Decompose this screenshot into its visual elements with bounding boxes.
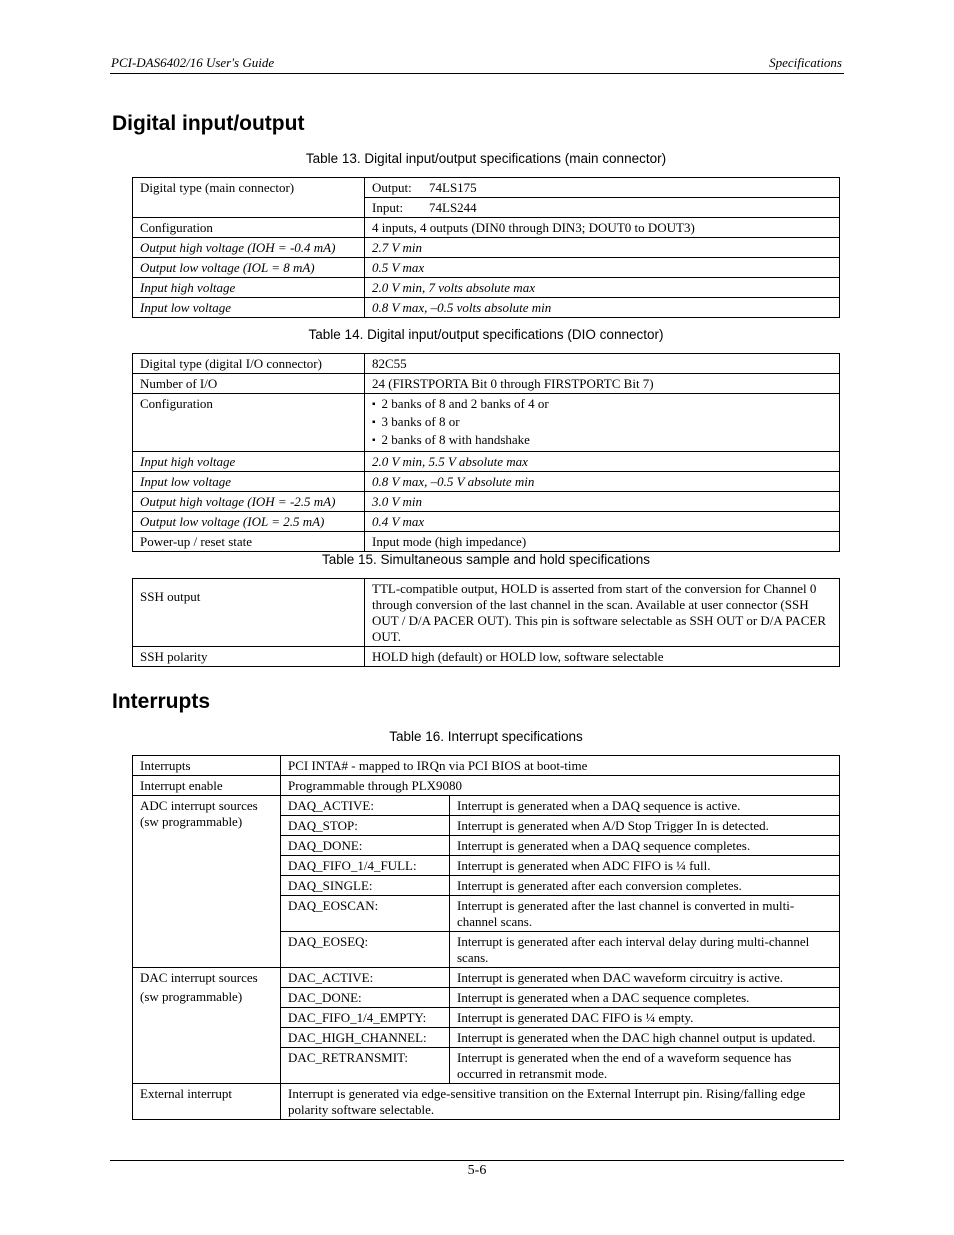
table-row — [133, 756, 840, 776]
output-label: Output: — [372, 180, 412, 195]
dac-sources-sublabel: (sw programmable) — [140, 989, 243, 1004]
table15 — [132, 578, 840, 667]
table-row — [133, 1084, 840, 1120]
table-cell: DAC_DONE: — [281, 988, 450, 1008]
running-header-title: PCI-DAS6402/16 User's Guide — [111, 55, 275, 70]
table-cell — [365, 198, 840, 218]
table-row — [133, 452, 840, 472]
table16-caption: Table 16. Interrupt specifications — [389, 729, 583, 744]
table-cell: Digital type (main connector) — [133, 178, 365, 218]
table-cell: 0.5 V max — [365, 258, 840, 278]
table-cell: 4 inputs, 4 outputs (DIN0 through DIN3; DOUT0 to DOUT3) — [365, 218, 840, 238]
table-cell: 2.7 V min — [365, 238, 840, 258]
table-cell: DAQ_STOP: — [281, 816, 450, 836]
table-row — [133, 374, 840, 394]
table-row — [133, 512, 840, 532]
input-chip: 74LS244 — [429, 200, 477, 215]
table-cell: Output low voltage (IOL = 2.5 mA) — [133, 512, 365, 532]
table-cell: Interrupt is generated DAC FIFO is ¼ empty. — [450, 1008, 840, 1028]
table-cell: 2.0 V min, 7 volts absolute max — [365, 278, 840, 298]
table-cell: Number of I/O — [133, 374, 365, 394]
table-cell: 24 (FIRSTPORTA Bit 0 through FIRSTPORTC Bit 7) — [365, 374, 840, 394]
table-cell: Interrupt is generated when A/D Stop Trigger In is detected. — [450, 816, 840, 836]
table-cell — [133, 968, 281, 1084]
footer-divider — [110, 1160, 844, 1161]
table-cell: Configuration — [133, 394, 365, 452]
table-cell: Interrupt is generated via edge-sensitive transition on the External Interrupt pin. Rising/falling edge polarity software selectable. — [281, 1084, 840, 1120]
table-cell: 2.0 V min, 5.5 V absolute max — [365, 452, 840, 472]
table-cell — [365, 394, 840, 452]
table16 — [132, 755, 840, 1120]
table-cell: Configuration — [133, 218, 365, 238]
table-row — [133, 178, 840, 198]
table-cell: HOLD high (default) or HOLD low, software selectable — [365, 647, 840, 667]
table-cell: Interrupt is generated when the end of a waveform sequence has occurred in retransmit mode. — [450, 1048, 840, 1084]
table-row — [133, 492, 840, 512]
table-cell: 82C55 — [365, 354, 840, 374]
table-cell: Digital type (digital I/O connector) — [133, 354, 365, 374]
input-label: Input: — [372, 200, 404, 215]
output-chip: 74LS175 — [429, 180, 477, 195]
table-cell — [133, 796, 281, 968]
table-cell: Input high voltage — [133, 452, 365, 472]
table-cell: Input low voltage — [133, 298, 365, 318]
table-cell: SSH output — [133, 579, 365, 647]
table-cell: External interrupt — [133, 1084, 281, 1120]
section-title-interrupts: Interrupts — [112, 690, 211, 713]
table-cell: Interrupt is generated when a DAQ sequence is active. — [450, 796, 840, 816]
adc-sources-sublabel: (sw programmable) — [140, 814, 243, 829]
table-cell: PCI INTA# - mapped to IRQn via PCI BIOS at boot-time — [281, 756, 840, 776]
table-row — [133, 354, 840, 374]
table-row — [133, 776, 840, 796]
table-row — [133, 532, 840, 552]
table-cell: Interrupt is generated after each conversion completes. — [450, 876, 840, 896]
table-row — [133, 394, 840, 452]
list-item: ▪ 3 banks of 8 or — [372, 414, 832, 432]
table-cell: 3.0 V min — [365, 492, 840, 512]
table-row — [133, 258, 840, 278]
table-row — [133, 647, 840, 667]
table-cell: 0.8 V max, –0.5 V absolute min — [365, 472, 840, 492]
table-cell: Output high voltage (IOH = -2.5 mA) — [133, 492, 365, 512]
section-title-digital-io: Digital input/output — [112, 112, 305, 135]
table-cell: DAQ_FIFO_1/4_FULL: — [281, 856, 450, 876]
table-row — [133, 472, 840, 492]
table-row — [133, 968, 840, 988]
table-cell: Interrupt enable — [133, 776, 281, 796]
table-cell: Input high voltage — [133, 278, 365, 298]
table-cell: Input low voltage — [133, 472, 365, 492]
table-cell: DAQ_ACTIVE: — [281, 796, 450, 816]
table-cell: Interrupt is generated when a DAQ sequence completes. — [450, 836, 840, 856]
table-row — [133, 218, 840, 238]
table13-caption: Table 13. Digital input/output specifications (main connector) — [305, 151, 667, 166]
table-cell: Interrupts — [133, 756, 281, 776]
table-cell: Input mode (high impedance) — [365, 532, 840, 552]
table-cell: SSH polarity — [133, 647, 365, 667]
table-cell: DAQ_EOSCAN: — [281, 896, 450, 932]
table-row — [133, 238, 840, 258]
table14-caption: Table 14. Digital input/output specifications (DIO connector) — [308, 327, 664, 342]
list-item: ▪ 2 banks of 8 with handshake — [372, 432, 832, 450]
table-cell: Interrupt is generated when the DAC high channel output is updated. — [450, 1028, 840, 1048]
table-cell: 0.8 V max, –0.5 volts absolute min — [365, 298, 840, 318]
table13 — [132, 177, 840, 318]
list-item: ▪ 2 banks of 8 and 2 banks of 4 or — [372, 396, 832, 414]
table-cell: Interrupt is generated when a DAC sequence completes. — [450, 988, 840, 1008]
table-cell: DAQ_SINGLE: — [281, 876, 450, 896]
table-cell: DAQ_EOSEQ: — [281, 932, 450, 968]
table15-caption: Table 15. Simultaneous sample and hold specifications — [322, 552, 650, 567]
table-row — [133, 278, 840, 298]
running-header-section: Specifications — [769, 55, 842, 70]
table-cell: DAC_ACTIVE: — [281, 968, 450, 988]
table-cell: Interrupt is generated when ADC FIFO is ¼ full. — [450, 856, 840, 876]
table14 — [132, 353, 840, 552]
table-cell — [365, 178, 840, 198]
table-row — [133, 579, 840, 647]
dac-sources-label: DAC interrupt sources — [140, 970, 258, 985]
header-divider — [110, 73, 844, 74]
table-cell: Output low voltage (IOL = 8 mA) — [133, 258, 365, 278]
page-number: 5-6 — [467, 1163, 487, 1178]
table-cell: 0.4 V max — [365, 512, 840, 532]
adc-sources-label: ADC interrupt sources — [140, 798, 258, 813]
table-cell: Power-up / reset state — [133, 532, 365, 552]
table-cell: Interrupt is generated when DAC waveform circuitry is active. — [450, 968, 840, 988]
table-cell: DAC_FIFO_1/4_EMPTY: — [281, 1008, 450, 1028]
table-row — [133, 298, 840, 318]
table-cell: DAQ_DONE: — [281, 836, 450, 856]
table-row — [133, 796, 840, 816]
table-cell: DAC_HIGH_CHANNEL: — [281, 1028, 450, 1048]
table-cell: TTL-compatible output, HOLD is asserted from start of the conversion for Channel 0 through conversion of the last channel in the scan. Available at user connector (SSH OUT / D/A PACER OUT). This pin is software selectable as SSH OUT or D/A PACER OUT. — [365, 579, 840, 647]
table-cell: DAC_RETRANSMIT: — [281, 1048, 450, 1084]
table-cell: Interrupt is generated after the last channel is converted in multi-channel scans. — [450, 896, 840, 932]
table-cell: Output high voltage (IOH = -0.4 mA) — [133, 238, 365, 258]
table-cell: Interrupt is generated after each interval delay during multi-channel scans. — [450, 932, 840, 968]
table-cell: Programmable through PLX9080 — [281, 776, 840, 796]
config-bullet-list — [372, 396, 832, 450]
